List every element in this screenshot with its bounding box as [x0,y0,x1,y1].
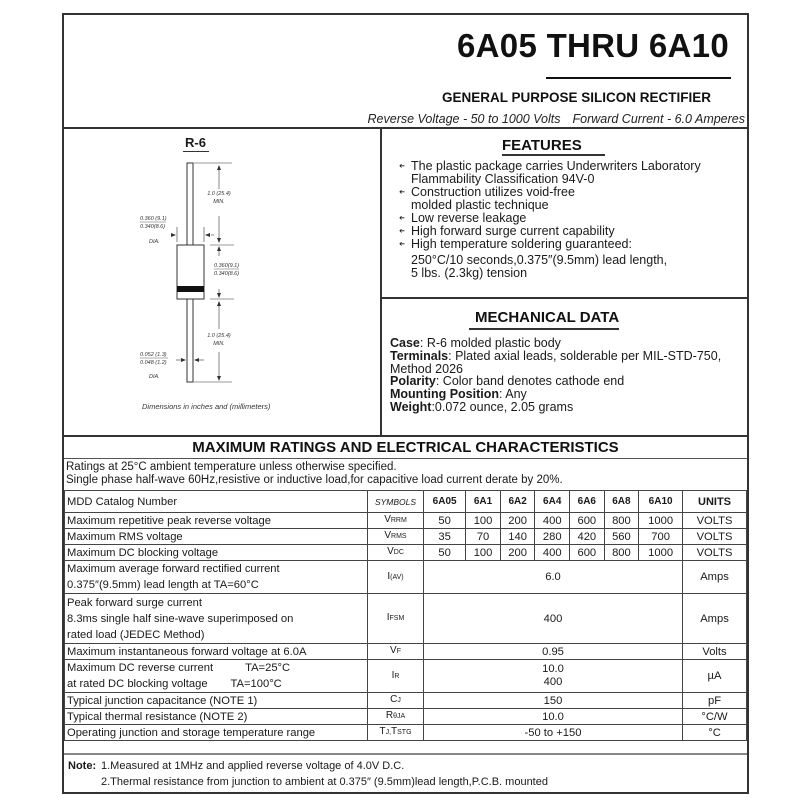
dim-lead-diameter-min: 0.048 (1.2) [140,360,167,366]
table-row: Operating junction and storage temperature range TJ,TSTG -50 to +150 °C [65,725,747,741]
feature-item: ➔ High forward surge current capability [399,225,701,238]
forward-current-rating: Forward Current - 6.0 Amperes [572,112,745,126]
mechanical-title-underline [469,328,619,330]
table-row: Maximum RMS voltage VRMS 35 70 140 280 420 560 700 VOLTS [65,529,747,545]
polarity-row: Polarity: Color band denotes cathode end [390,374,625,389]
soldering-spec: 250°C/10 seconds,0.375″(9.5mm) lead length, 5 lbs. (2.3kg) tension [411,253,668,280]
svg-text:MIN.: MIN. [213,199,225,205]
ratings-title: MAXIMUM RATINGS AND ELECTRICAL CHARACTERISTICS [64,435,747,459]
feature-item: ➔ Construction utilizes void-free molded plastic technique [399,186,701,212]
features-title: FEATURES [502,137,582,154]
table-row: Typical junction capacitance (NOTE 1) CJ 150 pF [65,693,747,709]
dim-top-lead-length: 1.0 (25.4) [207,191,231,197]
datasheet [62,13,749,794]
package-name: R-6 [185,135,206,150]
table-row: Maximum instantaneous forward voltage at 6.0A VF 0.95 Volts [65,644,747,660]
table-row: Maximum average forward rectified current 0.375″(9.5mm) lead length at TA=60°C I(AV) 6.0 Amps [65,561,747,594]
svg-text:DIA.: DIA. [149,239,160,245]
header [64,15,747,129]
notes-section [64,753,747,794]
table-row: Peak forward surge current 8.3ms single half sine-wave superimposed on rated load (JEDEC Method) IFSM 400 Amps [65,594,747,644]
dim-body-diameter-max: 0.360 (9.1) [140,216,167,222]
note-2: 2.Thermal resistance from junction to ambient at 0.375″ (9.5mm)lead length,P.C.B. mounted [101,776,548,788]
characteristics-table [64,490,747,741]
weight-row: Weight:0.072 ounce, 2.05 grams [390,399,574,414]
bottom-lead [187,299,193,382]
terminals-row: Terminals: Plated axial leads, solderable per MIL-STD-750, [390,348,722,363]
page-subtitle: GENERAL PURPOSE SILICON RECTIFIER [441,90,711,105]
table-row: Maximum DC blocking voltage VDC 50 100 200 400 600 800 1000 VOLTS [65,545,747,561]
dimensions-caption: Dimensions in inches and (millimeters) [142,402,271,411]
dim-body-length-max: 0.360(9.1) [214,263,240,269]
title-underline [546,77,731,79]
features-title-underline [502,154,605,156]
mounting-row: Mounting Position: Any [390,387,527,402]
top-lead [187,163,193,245]
dim-body-diameter-min: 0.340(8.6) [140,224,166,230]
package-drawing-panel [64,129,382,435]
table-row: Maximum DC reverse current TA=25°C at rated DC blocking voltage TA=100°C IR 10.0 400 µA [65,660,747,693]
dim-body-length-min: 0.340(8.6) [214,271,240,277]
dim-bottom-lead-length: 1.0 (25.4) [207,333,231,339]
note-1: 1.Measured at 1MHz and applied reverse voltage of 4.0V D.C. [101,760,405,772]
svg-text:DIA.: DIA. [149,374,160,380]
feature-item: ➔ The plastic package carries Underwriters Laboratory Flammability Classification 94V-0 [399,160,701,186]
features-panel [382,129,747,299]
cathode-band [177,286,204,292]
case-row: Case: R-6 molded plastic body [390,336,561,350]
ratings-conditions: Ratings at 25°C ambient temperature unless otherwise specified. Single phase half-wave 60Hz,resistive or inductive load,for capacitive load current derate by 20%. [66,461,563,486]
svg-text:MIN.: MIN. [213,341,225,347]
diode-outline-diagram [64,129,382,435]
feature-item: ➔ High temperature soldering guaranteed: [399,238,701,251]
dim-lead-diameter-max: 0.052 (1.3) [140,352,167,358]
reverse-voltage-rating: Reverse Voltage - 50 to 1000 Volts [367,112,561,126]
mechanical-data-body: Case: R-6 molded plastic body Terminals: Plated axial leads, solderable per MIL-STD-750, Method 2026 Polarity: Color band denotes cathode end Mounting Position: Any Weight:0.072 ounce, 2.05 grams [390,336,722,414]
notes-label: Note: [68,760,97,772]
table-row: Typical thermal resistance (NOTE 2) RθJA 10.0 °C/W [65,709,747,725]
mechanical-data-title: MECHANICAL DATA [475,309,620,326]
mechanical-data-panel [382,299,747,435]
features-list [399,160,701,280]
feature-item: ➔ Low reverse leakage [399,212,701,225]
headline-ratings [368,112,745,126]
table-row: Maximum repetitive peak reverse voltage VRRM 50 100 200 400 600 800 1000 VOLTS [65,513,747,529]
middle-section [64,129,747,435]
page-title: 6A05 THRU 6A10 [457,27,729,64]
table-header-row: MDD Catalog Number SYMBOLS 6A05 6A1 6A2 6A4 6A6 6A8 6A10 UNITS [65,491,747,513]
